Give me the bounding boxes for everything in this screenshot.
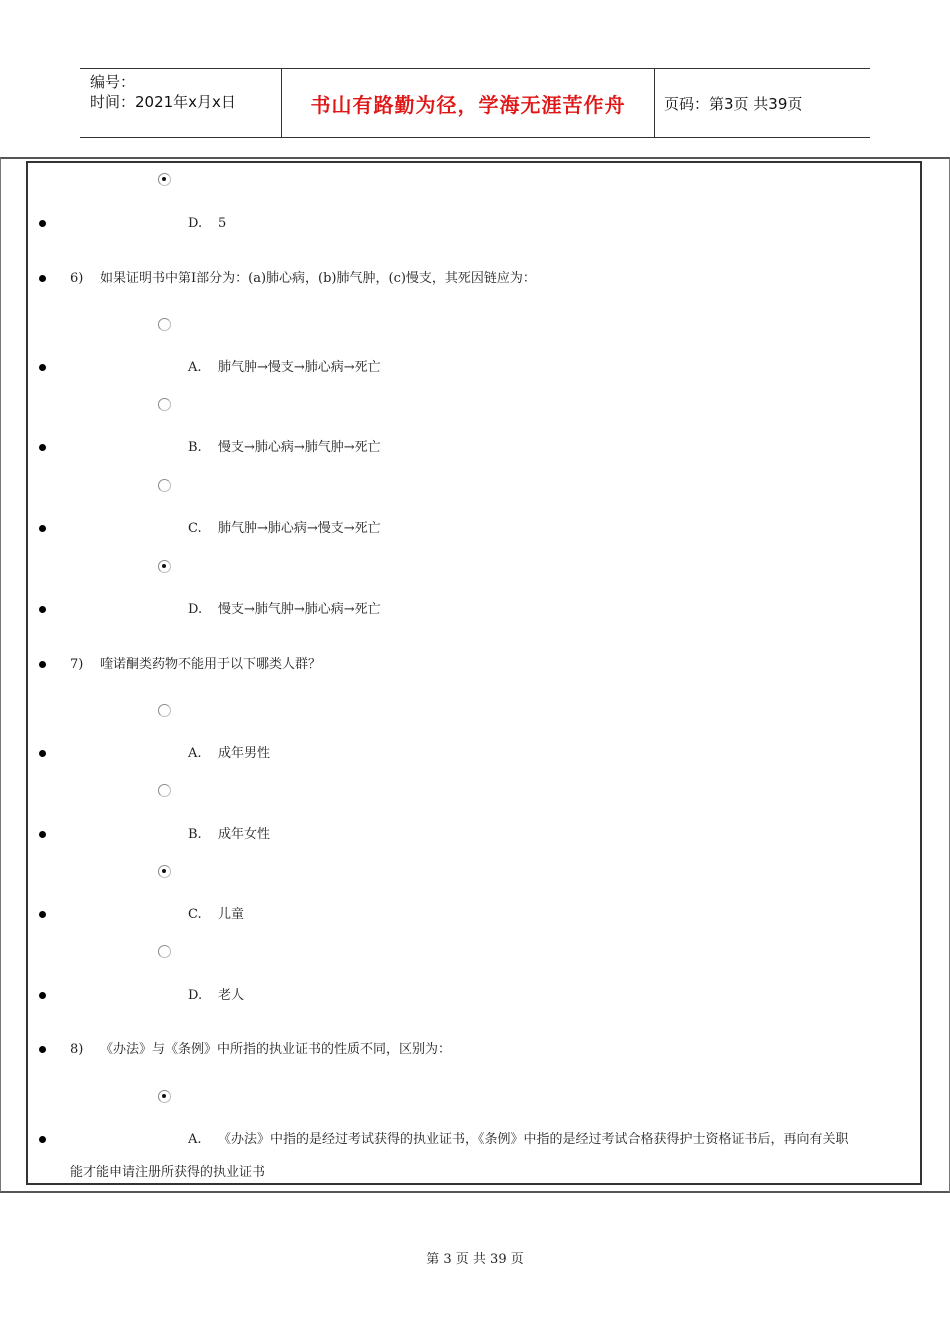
option-text-continuation: 能才能申请注册所获得的执业证书	[70, 1165, 266, 1180]
option-letter: B.	[188, 440, 202, 455]
radio-prev-d[interactable]	[158, 173, 171, 186]
header-meta	[90, 72, 236, 112]
option-text: 成年女性	[218, 827, 271, 842]
option-text: 老人	[218, 988, 245, 1003]
radio-q6-b[interactable]	[158, 398, 171, 411]
header-motto: 书山有路勤为径，学海无涯苦作舟	[310, 92, 626, 117]
list-bullet	[39, 750, 46, 757]
radio-q8-a[interactable]	[158, 1090, 171, 1103]
radio-q6-d[interactable]	[158, 560, 171, 573]
option-letter: D.	[188, 216, 203, 231]
option-text: 肺气肿→慢支→肺心病→死亡	[218, 360, 381, 375]
list-bullet	[39, 364, 46, 371]
radio-q7-d[interactable]	[158, 945, 171, 958]
option-text: 成年男性	[218, 746, 271, 761]
question-text: 喹诺酮类药物不能用于以下哪类人群？	[100, 657, 322, 672]
number-label: 编号：	[90, 73, 136, 91]
option-letter: A.	[188, 1132, 202, 1147]
list-bullet	[39, 661, 46, 668]
option-text: 慢支→肺心病→肺气肿→死亡	[218, 440, 381, 455]
option-letter: A.	[188, 746, 202, 761]
option-letter: D.	[188, 988, 203, 1003]
option-text: 《办法》中指的是经过考试获得的执业证书，《条例》中指的是经过考试合格获得护士资格证书后，再向有关职	[218, 1132, 849, 1147]
question-number: 8)	[70, 1042, 84, 1057]
radio-q6-a[interactable]	[158, 318, 171, 331]
list-bullet	[39, 275, 46, 282]
option-letter: C.	[188, 521, 202, 536]
list-bullet	[39, 444, 46, 451]
time-label: 时间：2021年x月x日	[90, 93, 236, 111]
radio-q7-a[interactable]	[158, 704, 171, 717]
header-page-label: 页码：第3页 共39页	[664, 94, 803, 113]
radio-q7-b[interactable]	[158, 784, 171, 797]
list-bullet	[39, 911, 46, 918]
question-text: 《办法》与《条例》中所指的执业证书的性质不同，区别为：	[100, 1042, 452, 1057]
content-frame-inner	[26, 161, 922, 1185]
list-bullet	[39, 606, 46, 613]
document-header	[80, 68, 870, 138]
list-bullet	[39, 1136, 46, 1143]
option-text: 儿童	[218, 907, 245, 922]
page-footer: 第 3 页 共 39 页	[426, 1252, 524, 1267]
list-bullet	[39, 525, 46, 532]
option-text: 5	[218, 216, 227, 231]
question-number: 7)	[70, 657, 84, 672]
header-divider	[654, 69, 655, 137]
option-letter: A.	[188, 360, 202, 375]
list-bullet	[39, 1046, 46, 1053]
list-bullet	[39, 831, 46, 838]
radio-q7-c[interactable]	[158, 865, 171, 878]
question-text: 如果证明书中第Ⅰ部分为：(a)肺心病，(b)肺气肿，(c)慢支，其死因链应为：	[100, 271, 536, 286]
option-letter: D.	[188, 602, 203, 617]
option-text: 慢支→肺气肿→肺心病→死亡	[218, 602, 381, 617]
list-bullet	[39, 992, 46, 999]
list-bullet	[39, 220, 46, 227]
option-letter: B.	[188, 827, 202, 842]
radio-q6-c[interactable]	[158, 479, 171, 492]
question-number: 6)	[70, 271, 84, 286]
option-letter: C.	[188, 907, 202, 922]
option-text: 肺气肿→肺心病→慢支→死亡	[218, 521, 381, 536]
